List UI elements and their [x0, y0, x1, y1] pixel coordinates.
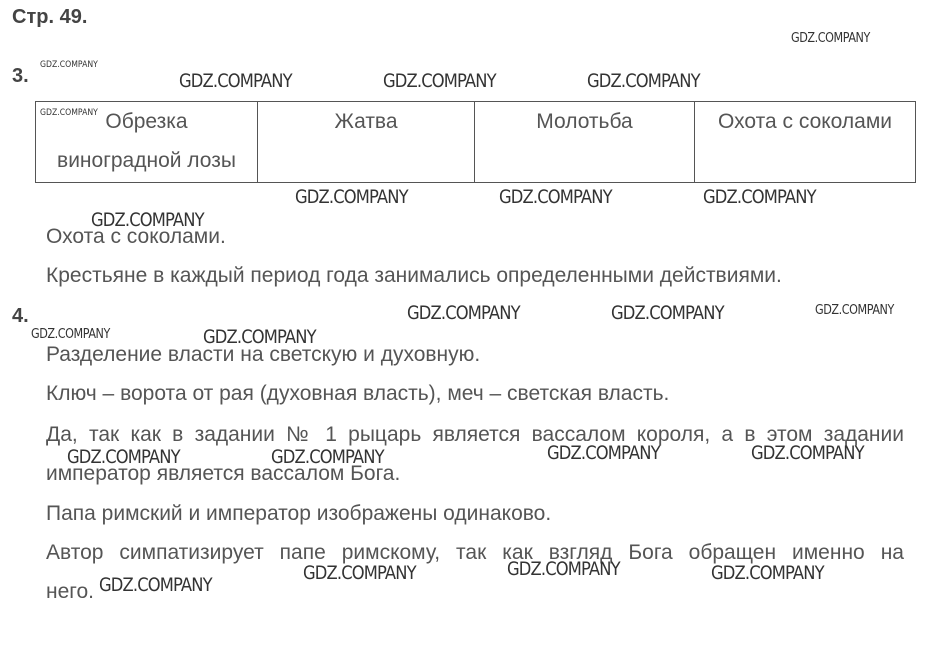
watermark: GDZ.COMPANY	[499, 186, 612, 208]
watermark: GDZ.COMPANY	[547, 442, 660, 464]
task-3-number: 3.	[12, 65, 29, 87]
cell-line: Обрезка	[105, 110, 188, 133]
watermark: GDZ.COMPANY	[271, 446, 384, 468]
watermark: GDZ.COMPANY	[303, 562, 416, 584]
watermark: GDZ.COMPANY	[815, 303, 894, 318]
watermark: GDZ.COMPANY	[91, 209, 204, 231]
table-cell-harvest	[258, 102, 475, 183]
watermark: GDZ.COMPANY	[40, 108, 98, 118]
table-row	[36, 102, 916, 183]
task-4-answer-2: Ключ – ворота от рая (духовная власть), меч – светская власть.	[46, 382, 670, 405]
watermark: GDZ.COMPANY	[40, 60, 98, 70]
watermark: GDZ.COMPANY	[31, 327, 110, 342]
table-cell-falconry	[695, 102, 916, 183]
watermark: GDZ.COMPANY	[587, 70, 700, 92]
watermark: GDZ.COMPANY	[791, 31, 870, 46]
task-4-answer-1: Разделение власти на светскую и духовную.	[46, 343, 481, 366]
cell-line: виноградной лозы	[57, 149, 236, 172]
task-3-answer-2: Крестьяне в каждый период года занимались определенными действиями.	[46, 264, 782, 287]
watermark: GDZ.COMPANY	[203, 326, 316, 348]
watermark: GDZ.COMPANY	[295, 186, 408, 208]
watermark: GDZ.COMPANY	[383, 70, 496, 92]
watermark: GDZ.COMPANY	[703, 186, 816, 208]
watermark: GDZ.COMPANY	[507, 558, 620, 580]
watermark: GDZ.COMPANY	[407, 302, 520, 324]
task-4-number: 4.	[12, 305, 29, 327]
task-4-answer-5-line-2: него.	[46, 580, 94, 603]
table-cell-threshing	[475, 102, 695, 183]
watermark: GDZ.COMPANY	[611, 302, 724, 324]
watermark: GDZ.COMPANY	[99, 574, 212, 596]
cell-line: Жатва	[334, 110, 398, 133]
task-4-answer-5-line-1: Автор симпатизирует папе римскому, так как взгляд Бога обращен именно на	[46, 541, 904, 564]
watermark: GDZ.COMPANY	[711, 562, 824, 584]
task-4-answer-3-line-1: Да, так как в задании № 1 рыцарь является вассалом короля, а в этом задании	[46, 423, 904, 446]
task-4-answer-3-line-2: император является вассалом Бога.	[46, 462, 401, 485]
activities-table	[35, 101, 916, 183]
cell-line: Молотьба	[536, 110, 633, 133]
watermark: GDZ.COMPANY	[751, 442, 864, 464]
watermark: GDZ.COMPANY	[179, 70, 292, 92]
task-3-answer-1: Охота с соколами.	[46, 225, 226, 248]
cell-line: Охота с соколами	[718, 110, 892, 133]
task-4-answer-4: Папа римский и император изображены одинаково.	[46, 502, 552, 525]
watermark: GDZ.COMPANY	[67, 446, 180, 468]
page-heading: Стр. 49.	[12, 6, 88, 28]
